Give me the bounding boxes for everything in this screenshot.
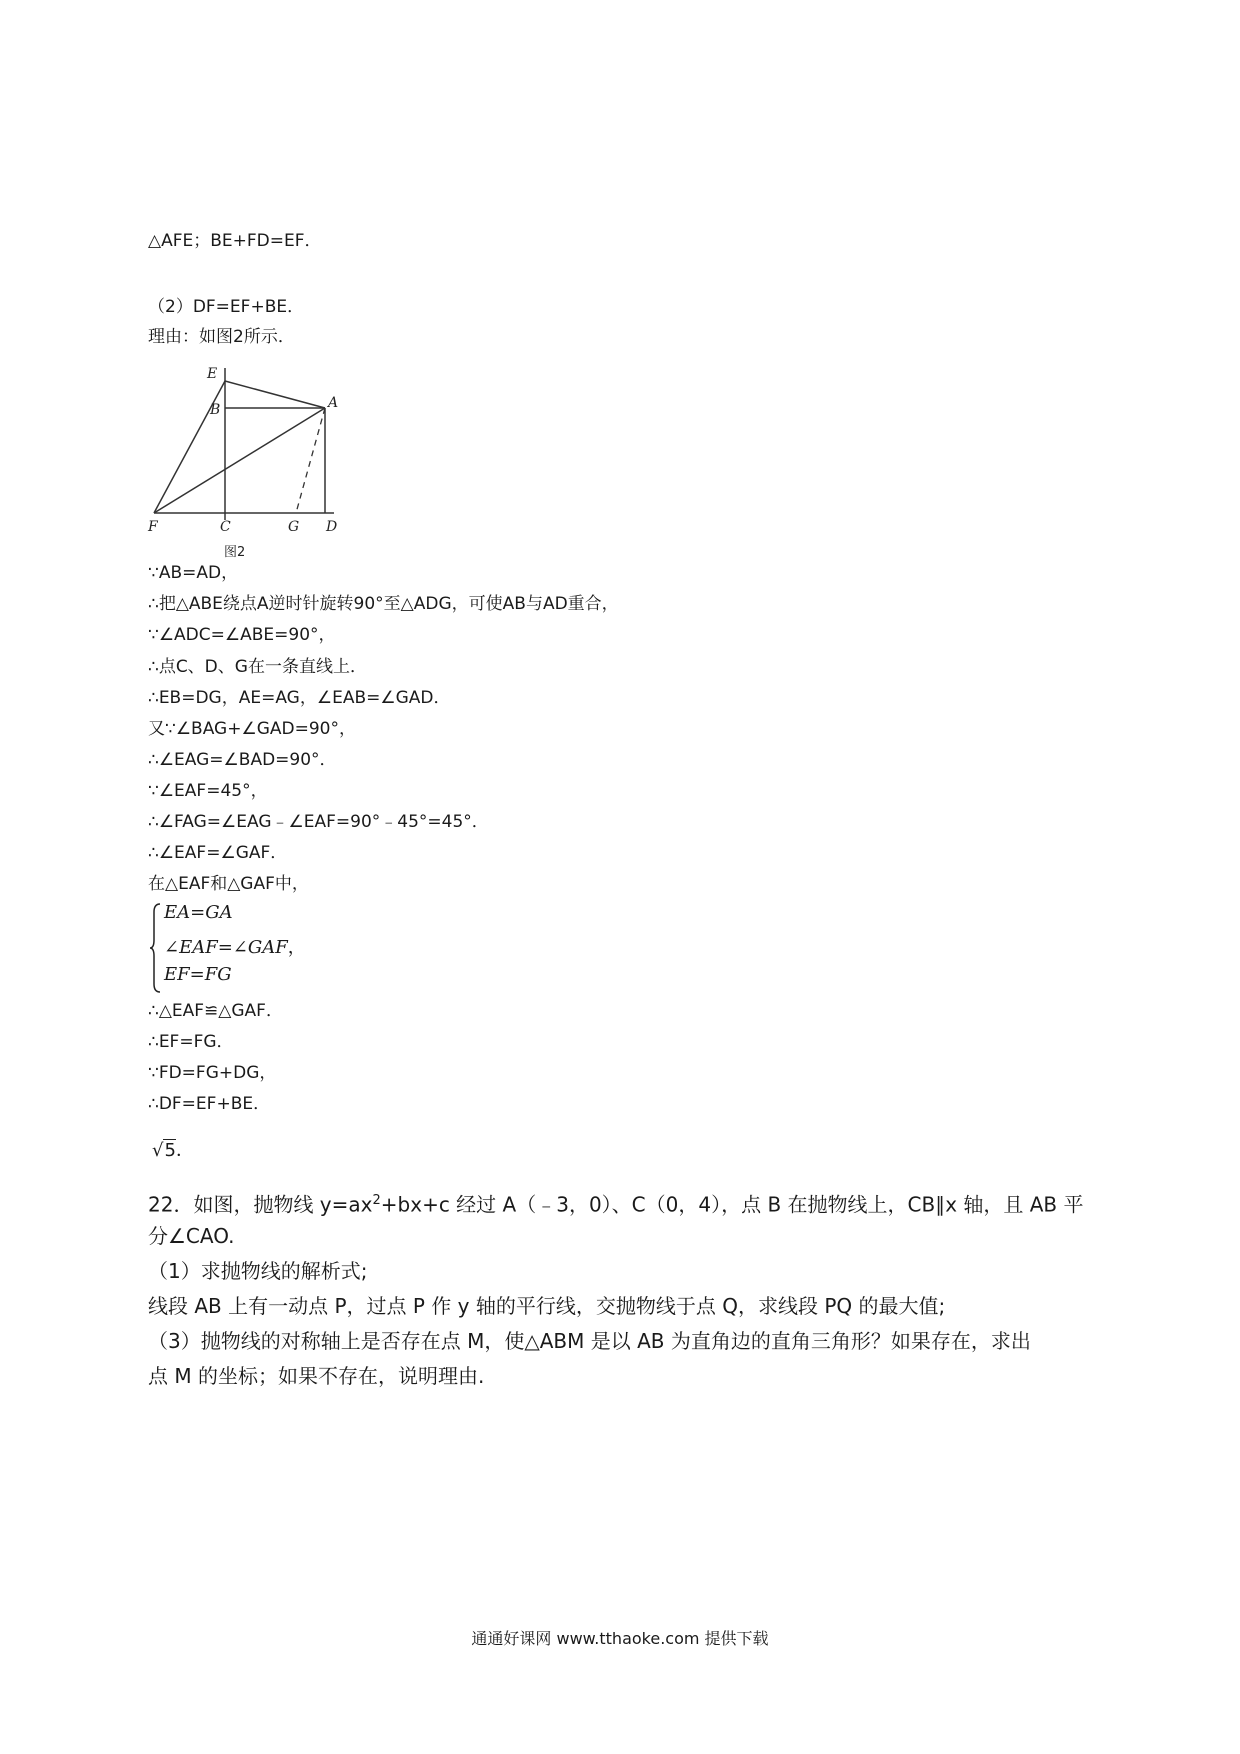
solution-line: 在△EAF和△GAF中， xyxy=(148,874,309,894)
solution-line: ∴点C、D、G在一条直线上． xyxy=(148,657,367,677)
solution-line: ∴∠EAG=∠BAD=90°． xyxy=(148,750,337,770)
solution-line: ∵∠EAF=45°， xyxy=(148,781,268,801)
sqrt-suffix: ． xyxy=(175,1140,194,1161)
question-line-3: （1）求抛物线的解析式; xyxy=(148,1259,368,1283)
sqrt-expression xyxy=(152,1136,194,1162)
question-line-6: 点 M 的坐标；如果不存在，说明理由. xyxy=(148,1364,485,1388)
question-line-2: 分∠CAO. xyxy=(148,1224,235,1248)
solution-line: 又∵∠BAG+∠GAD=90°， xyxy=(148,719,356,739)
segment-fa xyxy=(154,408,325,513)
question-line-4: 线段 AB 上有一动点 P，过点 P 作 y 轴的平行线，交抛物线于点 Q，求线段 PQ 的最大值; xyxy=(148,1294,946,1318)
sqrt-sign: √ xyxy=(152,1140,164,1161)
solution-line: ∴DF=EF+BE． xyxy=(148,1094,271,1114)
label-e: E xyxy=(207,366,218,382)
system-row-2 xyxy=(164,933,306,959)
solution-line: （2）DF=EF+BE． xyxy=(148,297,305,317)
geometry-figure-2 xyxy=(150,368,356,564)
question-line-5: （3）抛物线的对称轴上是否存在点 M，使△ABM 是以 AB 为直角边的直角三角形？如果存在，求出 xyxy=(148,1329,1031,1353)
solution-line: 理由：如图2所示． xyxy=(148,327,295,347)
solution-line: △AFE；BE+FD=EF． xyxy=(148,231,322,251)
solution-line: ∴EB=DG，AE=AG，∠EAB=∠GAD． xyxy=(148,688,451,708)
label-a: A xyxy=(328,395,339,411)
system-row-1: EA=GA xyxy=(164,902,233,923)
footer-text: 通通好课网 www.tthaoke.com 提供下载 xyxy=(471,1629,769,1648)
sqrt-radicand: 5 xyxy=(164,1140,176,1161)
label-c: C xyxy=(220,519,231,535)
exponent: 2 xyxy=(372,1193,381,1208)
equation-system xyxy=(148,902,368,994)
label-b: B xyxy=(210,402,221,418)
question-text: +bx+c 经过 A（﹣3，0）、C（0，4），点 B 在抛物线上，CB∥x 轴，且 AB 平 xyxy=(380,1192,1084,1217)
system-row-2-suffix: ， xyxy=(287,937,306,958)
segment-ea xyxy=(225,381,325,408)
solution-line: ∵AB=AD， xyxy=(148,563,239,583)
solution-line: ∴∠EAF=∠GAF． xyxy=(148,843,288,863)
solution-line: ∴EF=FG． xyxy=(148,1032,234,1052)
system-row-3: EF=FG xyxy=(164,964,232,985)
solution-line: ∵FD=FG+DG， xyxy=(148,1063,277,1083)
question-text: 22．如图，抛物线 y=ax xyxy=(148,1192,373,1217)
label-d: D xyxy=(326,519,338,535)
solution-line: ∵∠ADC=∠ABE=90°， xyxy=(148,625,336,645)
system-row-2-text: ∠EAF=∠GAF xyxy=(164,937,288,958)
label-f: F xyxy=(148,519,158,535)
figure-caption: 图2 xyxy=(224,545,246,560)
label-g: G xyxy=(288,519,300,535)
solution-line: ∴∠FAG=∠EAG﹣∠EAF=90°﹣45°=45°． xyxy=(148,812,489,832)
solution-line: ∴△EAF≌△GAF． xyxy=(148,1001,283,1021)
solution-line: ∴把△ABE绕点A逆时针旋转90°至△ADG，可使AB与AD重合， xyxy=(148,594,619,614)
question-line-1 xyxy=(148,1188,1084,1218)
left-brace xyxy=(150,902,162,994)
segment-ef xyxy=(154,381,225,513)
